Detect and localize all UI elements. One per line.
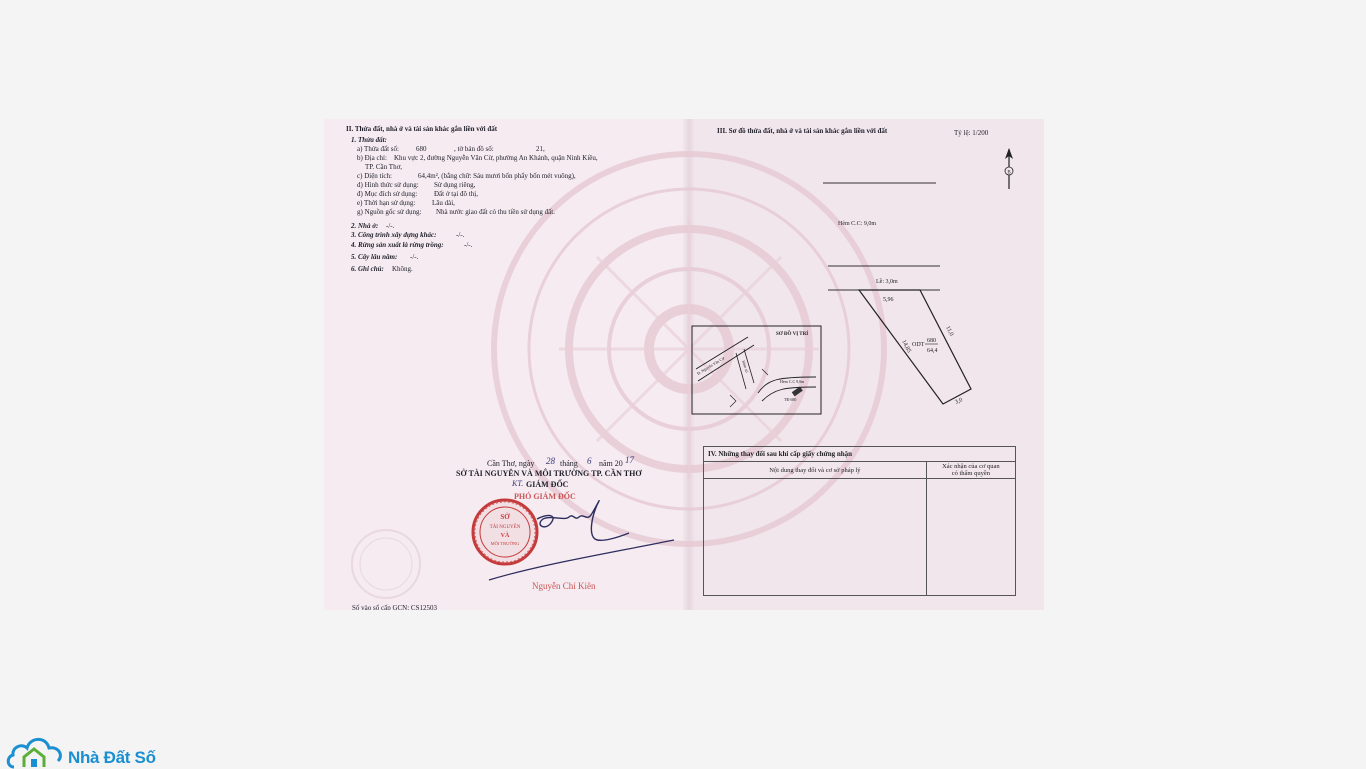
item-1-label: 1. Thửa đất: [351,136,387,144]
date-month-label: tháng [560,459,578,468]
item-5-label: 5. Cây lâu năm: [351,253,398,261]
item-4-value: -/-. [464,241,473,249]
dim-bottom: 3,0 [954,397,964,406]
parcel-no-value: 680 [416,145,427,153]
item-4-label: 4. Rừng sản xuất là rừng trồng: [351,241,444,249]
address-value: Khu vực 2, đường Nguyễn Văn Cừ, phường An Khánh, quận Ninh Kiều, [394,154,598,162]
cloud-house-icon [6,733,68,769]
section-3-title: III. Sơ đồ thửa đất, nhà ở và tài sản khác gắn liền với đất [717,127,888,135]
item-6-label: 6. Ghi chú: [351,265,384,273]
inset-road-2: Hẻm số [741,359,750,374]
item-2-value: -/-. [386,222,395,230]
changes-col-confirm-line-2: có thẩm quyền [951,470,991,477]
changes-cell-content [704,479,927,596]
scale-label: Tỷ lệ: 1/200 [954,129,989,137]
date-day: 28 [546,456,555,466]
date-year-label: năm 20 [599,459,623,468]
changes-title: IV. Những thay đổi sau khi cấp giấy chứng nhận [704,447,1016,462]
item-5-value: -/-. [410,253,419,261]
map-sheet-label: , tờ bản đồ số: [454,145,494,153]
dim-left: 14,85 [900,339,912,354]
certificate-photo [324,119,1044,610]
usage-form-label: d) Hình thức sử dụng: [357,181,419,189]
kt-mark: KT. [512,479,524,488]
parcel-no-label: a) Thửa đất số: [357,145,399,153]
register-number: Số vào sổ cấp GCN: CS12503 [352,604,437,610]
item-3-value: -/-. [456,231,465,239]
address-label: b) Địa chỉ: [357,154,387,162]
term-label: e) Thời hạn sử dụng: [357,199,416,207]
item-2-label: 2. Nhà ở: [351,222,379,230]
changes-col-confirm-line-1: Xác nhận của cơ quan [942,463,1000,470]
section-2-title: II. Thửa đất, nhà ở và tài sản khác gắn liền với đất [346,125,498,133]
inset-road-1: Đ. Nguyễn Văn Cừ [695,355,726,376]
parcel-area: 64,4 [927,348,938,354]
parcel-code: ODT [912,342,925,348]
date-year: 17 [625,455,634,465]
north-letter: B [1007,170,1011,176]
purpose-value: Đất ở tại đô thị, [434,190,478,198]
director-title: GIÁM ĐỐC [526,480,569,489]
stamp-line-2: TÀI NGUYÊN [489,525,521,530]
item-3-label: 3. Công trình xây dựng khác: [351,231,437,239]
changes-col-content: Nội dung thay đổi và cơ sở pháp lý [704,462,927,479]
item-6-value: Không. [392,265,413,273]
changes-col-confirm [926,462,1015,479]
issuing-authority: SỞ TÀI NGUYÊN VÀ MÔI TRƯỜNG TP. CẦN THƠ [456,469,642,478]
handwritten-signature [479,485,679,585]
signer-name: Nguyễn Chí Kiên [532,581,596,591]
inset-road-3: Hẻm C.C 9,0m [780,379,805,384]
watermark-logo [6,733,166,768]
term-value: Lâu dài, [432,199,455,207]
purpose-label: đ) Mục đích sử dụng: [357,190,418,198]
address-value-2: TP. Cần Thơ, [365,163,403,171]
changes-cell-confirm [926,479,1015,596]
parcel-diagram [688,169,1044,419]
stamp-line-1: SỞ [500,513,510,521]
stamp-line-3: VÀ [500,533,510,539]
date-prefix: Cần Thơ, ngày [487,459,535,468]
deputy-director-title: PHÓ GIÁM ĐỐC [514,492,576,501]
road-label: Hẻm C.C: 9,0m [838,221,877,227]
dim-right: 11,0 [944,325,955,338]
origin-value: Nhà nước giao đất có thu tiền sử dụng đất. [436,208,555,216]
area-label: c) Diện tích: [357,172,392,180]
inset-parcel-label: TĐ 680 [784,397,797,402]
parcel-number: 680 [927,338,936,344]
changes-table [703,446,1016,596]
sidewalk-label: Lề: 3,0m [876,279,898,285]
dim-top: 5,96 [883,297,894,303]
stamp-line-4: MÔI TRƯỜNG [490,541,520,546]
area-value: 64,4m², (bằng chữ: Sáu mươi bốn phẩy bốn mét vuông), [418,172,576,180]
usage-form-value: Sử dụng riêng, [434,181,476,189]
map-sheet-value: 21, [536,145,545,153]
origin-label: g) Nguồn gốc sử dụng: [357,208,422,216]
brand-name: Nhà Đất Số [68,748,156,767]
date-month: 6 [587,456,592,466]
inset-title: SƠ ĐỒ VỊ TRÍ [776,332,809,337]
